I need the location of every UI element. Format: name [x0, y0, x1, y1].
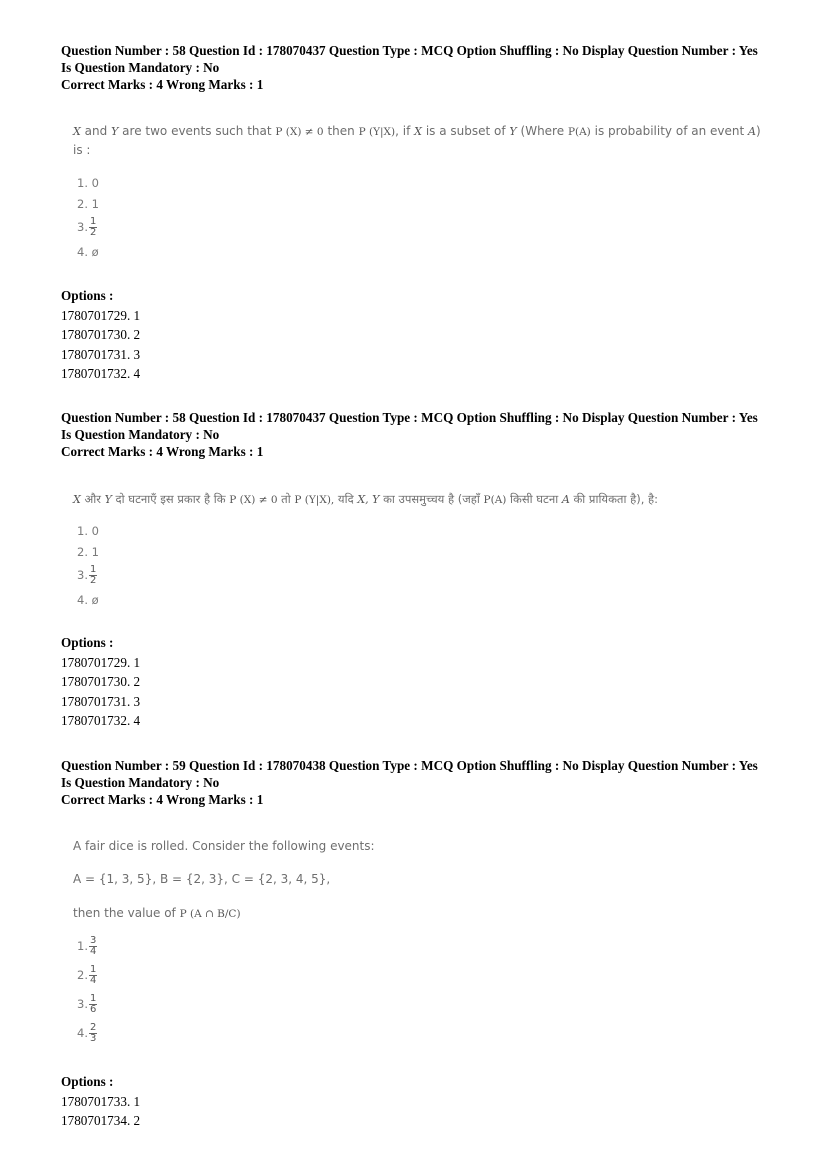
question-58-meta: [61, 42, 781, 93]
meta-line-2: Is Question Mandatory : No: [61, 775, 220, 790]
fraction: $\frac{1}{2}$: [89, 216, 97, 238]
option-item: 1780701731. 3: [61, 693, 141, 709]
choice-1: 1. 0: [77, 524, 99, 538]
option-item: 1780701731. 3: [61, 346, 141, 362]
choice-1: 1. $\frac{3}{4}$: [77, 935, 97, 957]
fraction: $\frac{1}{4}$: [89, 964, 97, 986]
option-item: 1780701734. 2: [61, 1113, 141, 1128]
option-item: 1780701729. 1: [61, 654, 141, 670]
question-59-options: [61, 1072, 140, 1131]
options-heading: Options :: [61, 635, 114, 650]
option-item: 1780701733. 1: [61, 1093, 141, 1109]
choice-2: 2. 1: [77, 545, 99, 559]
question-58-image: [73, 122, 793, 159]
choice-3: 3. $\frac{1}{2}$: [77, 216, 97, 238]
options-heading: Options :: [61, 288, 114, 303]
fraction: $\frac{3}{4}$: [89, 935, 97, 957]
meta-line-3: Correct Marks : 4 Wrong Marks : 1: [61, 792, 264, 807]
meta-line-3: Correct Marks : 4 Wrong Marks : 1: [61, 77, 264, 92]
question-58-text-cont: is :: [73, 143, 91, 157]
question-58-hindi-image: [73, 490, 793, 509]
choice-4: 4. $\frac{2}{3}$: [77, 1022, 97, 1044]
choice-4: 4. ø: [77, 245, 99, 259]
question-59-meta: [61, 757, 781, 808]
question-58-hindi-meta: [61, 409, 781, 460]
option-item: 1780701730. 2: [61, 674, 141, 689]
choice-3: 3. $\frac{1}{6}$: [77, 993, 97, 1015]
question-58-choices: [61, 176, 361, 266]
meta-line-1: Question Number : 59 Question Id : 178070438 Question Type : MCQ Option Shuffling : No Display Question Number : Yes: [61, 758, 758, 773]
option-item: 1780701732. 4: [61, 366, 141, 381]
question-59-line-3: then the value of P (A ∩ B/C): [73, 906, 241, 920]
question-58-options: [61, 286, 140, 384]
choice-1: 1. 0: [77, 176, 99, 190]
fraction: $\frac{2}{3}$: [89, 1022, 97, 1044]
fraction: $\frac{1}{6}$: [89, 993, 97, 1015]
option-item: 1780701730. 2: [61, 327, 141, 342]
choice-3: 3. $\frac{1}{2}$: [77, 564, 97, 586]
meta-line-2: Is Question Mandatory : No: [61, 60, 220, 75]
meta-line-1: Question Number : 58 Question Id : 178070437 Question Type : MCQ Option Shuffling : No Display Question Number : Yes: [61, 43, 758, 58]
question-59-line-1: A fair dice is rolled. Consider the following events:: [73, 839, 375, 853]
option-item: 1780701729. 1: [61, 307, 141, 323]
question-58-text: X and Y are two events such that P (X) ≠ 0 then P (Y|X), if X is a subset of Y (Where P(A) is probability of an event A): [73, 124, 761, 138]
question-58-hindi-options: [61, 633, 140, 731]
question-59-line-2: A = {1, 3, 5}, B = {2, 3}, C = {2, 3, 4, 5},: [73, 872, 331, 886]
option-item: 1780701732. 4: [61, 713, 141, 728]
question-58-hindi-text: X और Y दो घटनाएँ इस प्रकार है कि P (X) ≠ 0 तो P (Y|X), यदि X, Y का उपसमुच्चय है (जहाँ P(A) किसी घटना A की प्रायिकता है), है:: [73, 492, 659, 506]
options-heading: Options :: [61, 1074, 114, 1089]
question-58-hindi-choices: [61, 524, 361, 614]
choice-2: 2. 1: [77, 197, 99, 211]
choice-2: 2. $\frac{1}{4}$: [77, 964, 97, 986]
question-59-choices: [61, 936, 361, 1052]
choice-4: 4. ø: [77, 593, 99, 607]
meta-line-2: Is Question Mandatory : No: [61, 427, 220, 442]
meta-line-1: Question Number : 58 Question Id : 178070437 Question Type : MCQ Option Shuffling : No Display Question Number : Yes: [61, 410, 758, 425]
fraction: $\frac{1}{2}$: [89, 564, 97, 586]
meta-line-3: Correct Marks : 4 Wrong Marks : 1: [61, 444, 264, 459]
